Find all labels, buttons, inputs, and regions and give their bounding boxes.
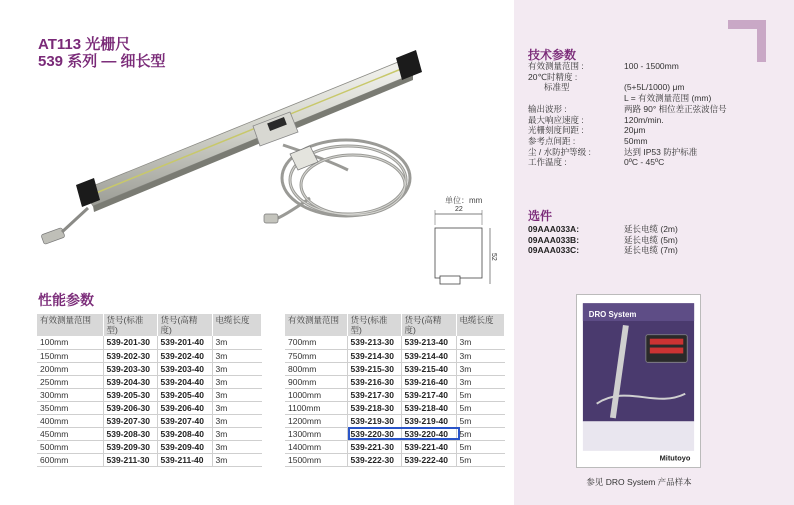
cell-range: 500mm (37, 440, 103, 453)
option-row (528, 224, 678, 235)
cell-hi: 539-221-40 (401, 440, 456, 453)
table-row (37, 427, 262, 440)
cell-std: 539-213-30 (347, 336, 401, 349)
tech-value: L = 有效测量范围 (mm) (624, 93, 712, 104)
table-row (285, 362, 505, 375)
tech-value: 120m/min. (624, 114, 664, 125)
cell-range: 750mm (285, 349, 347, 362)
performance-heading: 性能参数 (38, 292, 94, 308)
table-row (285, 349, 505, 362)
cell-std: 539-201-30 (103, 336, 157, 349)
tech-key: 工作温度 : (528, 157, 567, 168)
table-header-row (285, 314, 505, 336)
cell-std: 539-202-30 (103, 349, 157, 362)
cell-std: 539-209-30 (103, 440, 157, 453)
cell-cable: 5m (456, 388, 505, 401)
dim-height-label: 52 (490, 253, 497, 261)
cell-std: 539-211-30 (103, 453, 157, 466)
table-row (37, 388, 262, 401)
cell-std: 539-218-30 (347, 401, 401, 414)
table-row (285, 388, 505, 401)
tech-row (528, 115, 727, 126)
cell-cable: 5m (456, 440, 505, 453)
cell-std: 539-205-30 (103, 388, 157, 401)
cell-hi: 539-211-40 (157, 453, 212, 466)
tech-key: 输出波形 : (528, 103, 567, 114)
cell-hi: 539-222-40 (401, 453, 456, 466)
cell-hi: 539-219-40 (401, 414, 456, 427)
cell-cable: 3m (212, 362, 262, 375)
cell-range: 1300mm (285, 427, 347, 440)
tech-value: 达到 IP53 防护标准 (624, 146, 698, 157)
option-code: 09AAA033B: (528, 234, 580, 245)
cell-cable: 3m (212, 388, 262, 401)
cell-std: 539-222-30 (347, 453, 401, 466)
title-line-2: 539 系列 — 细长型 (38, 53, 166, 70)
performance-table-right (285, 314, 505, 467)
title-line-1: AT113 光栅尺 (38, 36, 131, 53)
tech-value: 20μm (624, 125, 646, 136)
cell-range: 150mm (37, 349, 103, 362)
cell-hi: 539-205-40 (157, 388, 212, 401)
cell-range: 1000mm (285, 388, 347, 401)
tech-key: 有效测量范围 : (528, 61, 584, 71)
cell-std: 539-220-30 (347, 427, 401, 440)
col-std-header: 货号(标准型) (347, 314, 401, 336)
col-cable-header: 电缆长度 (456, 314, 505, 336)
cell-cable: 3m (212, 336, 262, 349)
table-row (37, 440, 262, 453)
highlight-box (348, 427, 460, 440)
cell-range: 800mm (285, 362, 347, 375)
cell-hi: 539-207-40 (157, 414, 212, 427)
tech-row (528, 82, 727, 93)
cell-std: 539-206-30 (103, 401, 157, 414)
cell-cable: 3m (212, 453, 262, 466)
table-row (37, 349, 262, 362)
cell-range: 900mm (285, 375, 347, 388)
cell-std: 539-203-30 (103, 362, 157, 375)
cell-hi: 539-217-40 (401, 388, 456, 401)
tech-row (528, 72, 727, 83)
cell-std: 539-204-30 (103, 375, 157, 388)
table-row (285, 440, 505, 453)
tech-key: 尘 / 水防护等级 : (528, 146, 591, 157)
tech-key: 参考点间距 : (528, 135, 576, 146)
cell-std: 539-217-30 (347, 388, 401, 401)
table-row (37, 362, 262, 375)
cell-cable: 3m (456, 375, 505, 388)
cell-range: 1200mm (285, 414, 347, 427)
tech-row (528, 157, 727, 168)
cell-cable: 5m (456, 401, 505, 414)
table-row (37, 401, 262, 414)
cell-range: 450mm (37, 427, 103, 440)
cell-hi: 539-206-40 (157, 401, 212, 414)
dim-width-label: 22 (455, 206, 463, 213)
cell-std: 539-215-30 (347, 362, 401, 375)
tech-row (528, 125, 727, 136)
option-desc: 延长电缆 (7m) (624, 245, 678, 256)
cell-hi: 539-220-40 (401, 427, 456, 440)
dimension-unit: 单位：mm (445, 196, 483, 205)
corner-mark (728, 20, 766, 62)
cell-hi: 539-213-40 (401, 336, 456, 349)
product-photo (28, 50, 428, 280)
option-desc: 延长电缆 (2m) (624, 224, 678, 234)
cell-hi: 539-216-40 (401, 375, 456, 388)
cell-range: 400mm (37, 414, 103, 427)
cell-cable: 5m (456, 427, 505, 440)
brochure-caption: 参见 DRO System 产品样本 (586, 477, 692, 487)
tech-row (528, 136, 727, 147)
cell-hi: 539-214-40 (401, 349, 456, 362)
cell-range: 700mm (285, 336, 347, 349)
cell-cable: 3m (212, 349, 262, 362)
table-row (285, 375, 505, 388)
cell-cable: 5m (456, 453, 505, 466)
tech-key: 最大响应速度 : (528, 114, 584, 125)
table-row (37, 453, 262, 466)
tech-value: 100 - 1500mm (624, 61, 679, 71)
cell-hi: 539-215-40 (401, 362, 456, 375)
cell-cable: 3m (212, 401, 262, 414)
cell-cable: 3m (456, 336, 505, 349)
cell-cable: 3m (212, 414, 262, 427)
cell-hi: 539-203-40 (157, 362, 212, 375)
tech-value: 50mm (624, 135, 648, 146)
col-range-header: 有效测量范围 (285, 314, 347, 336)
cell-hi: 539-218-40 (401, 401, 456, 414)
cell-hi: 539-201-40 (157, 336, 212, 349)
cell-std: 539-216-30 (347, 375, 401, 388)
cell-hi: 539-208-40 (157, 427, 212, 440)
cell-range: 100mm (37, 336, 103, 349)
option-code: 09AAA033A: (528, 224, 580, 234)
tech-key: 标准型 (544, 82, 570, 93)
cell-hi: 539-204-40 (157, 375, 212, 388)
options-heading: 选件 (528, 209, 553, 223)
cell-cable: 5m (456, 414, 505, 427)
brochure-title: DRO System (588, 310, 637, 320)
cell-range: 350mm (37, 401, 103, 414)
table-row (37, 336, 262, 349)
col-hi-header: 货号(高精度) (157, 314, 212, 336)
cell-range: 1100mm (285, 401, 347, 414)
cell-std: 539-207-30 (103, 414, 157, 427)
col-std-header: 货号(标准型) (103, 314, 157, 336)
options-list (528, 224, 678, 256)
tech-value: (5+5L/1000) μm (624, 82, 685, 93)
table-row (37, 375, 262, 388)
col-hi-header: 货号(高精度) (401, 314, 456, 336)
table-header-row (37, 314, 262, 336)
tech-key (528, 93, 624, 104)
table-row (285, 414, 505, 427)
tech-key: 20℃时精度 : (528, 71, 578, 82)
cell-range: 1500mm (285, 453, 347, 466)
tech-value: 两路 90° 相位差正弦波信号 (624, 103, 727, 114)
cell-hi: 539-209-40 (157, 440, 212, 453)
option-code: 09AAA033C: (528, 245, 580, 256)
tech-value: 0ºC - 45ºC (624, 157, 665, 168)
brochure-logo: Mitutoyo (659, 453, 691, 463)
cell-cable: 3m (456, 349, 505, 362)
performance-table-left (37, 314, 262, 467)
cell-range: 300mm (37, 388, 103, 401)
brochure-cover (576, 294, 701, 468)
cell-std: 539-221-30 (347, 440, 401, 453)
cell-range: 200mm (37, 362, 103, 375)
col-range-header: 有效测量范围 (37, 314, 103, 336)
cell-range: 1400mm (285, 440, 347, 453)
cell-cable: 3m (212, 375, 262, 388)
option-desc: 延长电缆 (5m) (624, 234, 678, 245)
tech-row (528, 93, 727, 104)
tech-row (528, 104, 727, 115)
cell-hi: 539-202-40 (157, 349, 212, 362)
table-row (285, 336, 505, 349)
tech-heading: 技术参数 (528, 48, 577, 62)
option-row (528, 235, 678, 246)
cell-std: 539-208-30 (103, 427, 157, 440)
cell-range: 250mm (37, 375, 103, 388)
cell-std: 539-219-30 (347, 414, 401, 427)
cell-cable: 3m (212, 427, 262, 440)
table-row (285, 453, 505, 466)
dimension-diagram (420, 190, 510, 290)
col-cable-header: 电缆长度 (212, 314, 262, 336)
tech-row (528, 147, 727, 158)
cell-std: 539-214-30 (347, 349, 401, 362)
cell-range: 600mm (37, 453, 103, 466)
table-row (37, 414, 262, 427)
tech-key: 光栅刻度间距 : (528, 125, 584, 136)
cell-cable: 3m (456, 362, 505, 375)
tech-spec-list (528, 61, 727, 168)
option-row (528, 245, 678, 256)
tech-row (528, 61, 727, 72)
table-row (285, 401, 505, 414)
cell-cable: 3m (212, 440, 262, 453)
